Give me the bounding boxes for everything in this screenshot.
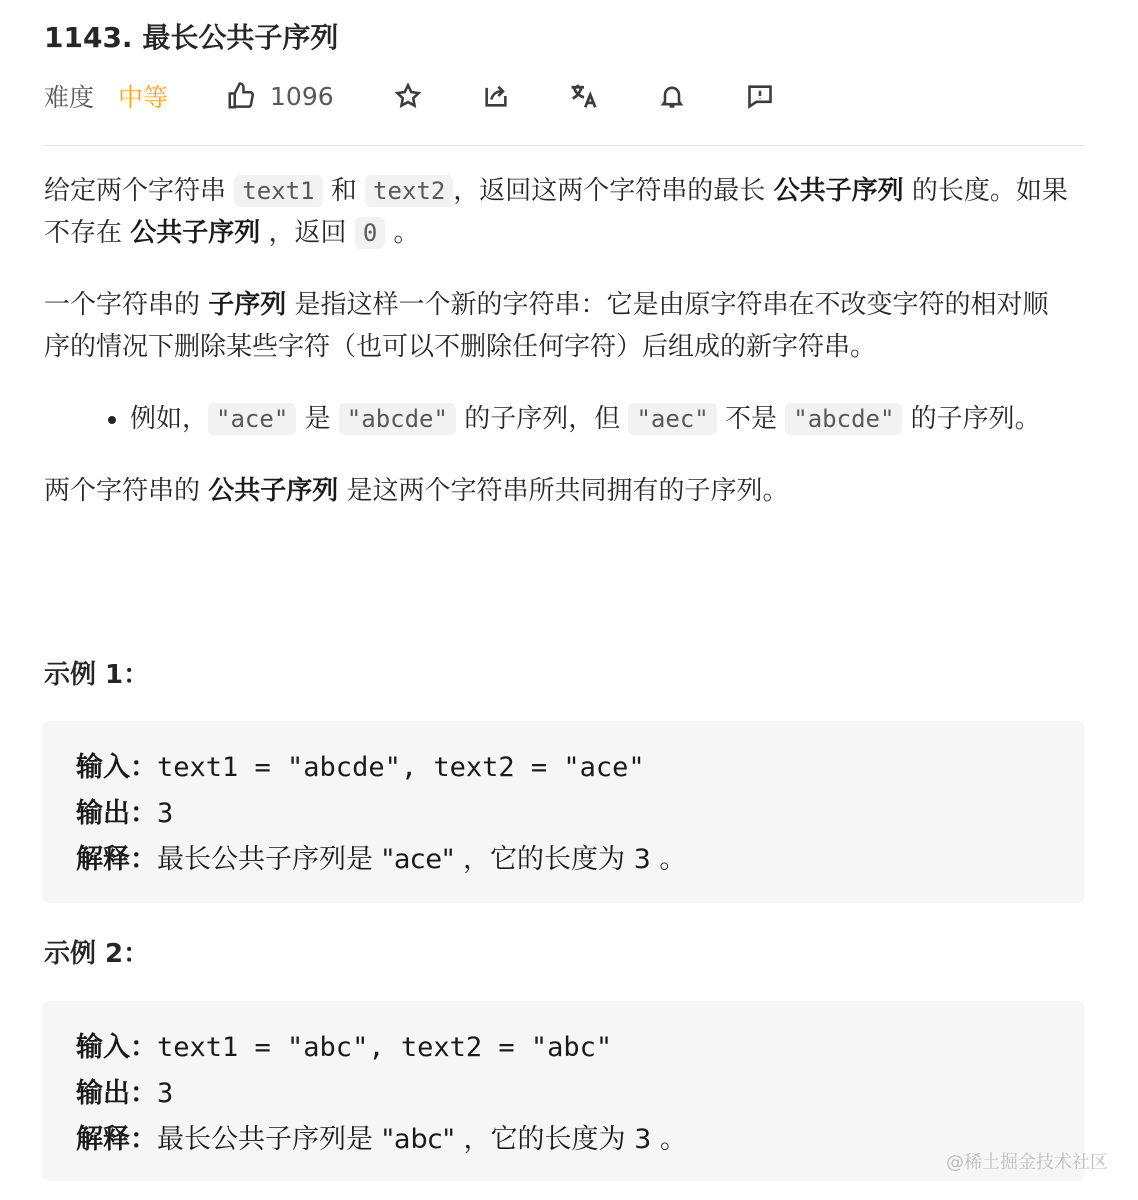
bell-icon bbox=[658, 82, 686, 110]
example-input: 输入：text1 = "abcde", text2 = "ace" bbox=[76, 752, 645, 783]
feedback-icon bbox=[746, 82, 774, 110]
example-box bbox=[42, 721, 1085, 903]
inline-code: 0 bbox=[355, 217, 385, 249]
watermark: @稀土掘金技术社区 bbox=[946, 1152, 1108, 1173]
share-icon bbox=[482, 82, 510, 110]
favorite-button[interactable] bbox=[392, 80, 424, 112]
translate-icon bbox=[569, 81, 599, 111]
difficulty-badge: 中等 bbox=[118, 83, 169, 112]
difficulty-label: 难度 bbox=[44, 83, 95, 112]
problem-description bbox=[44, 170, 1074, 542]
inline-code: "aec" bbox=[628, 403, 716, 435]
divider bbox=[44, 145, 1085, 146]
example-input: 输入：text1 = "abc", text2 = "abc" bbox=[76, 1032, 613, 1063]
example-output: 输出：3 bbox=[76, 1078, 174, 1109]
example-output: 输出：3 bbox=[76, 798, 174, 829]
notification-button[interactable] bbox=[656, 80, 688, 112]
example-explanation: 解释：最长公共子序列是 "ace" ，它的长度为 3 。 bbox=[76, 844, 687, 875]
thumbs-up-icon bbox=[226, 81, 256, 111]
description-paragraph: 给定两个字符串 text1 和 text2 ，返回这两个字符串的最长 公共子序列 的长度。如果不存在 公共子序列 ，返回 0 。 bbox=[44, 176, 1068, 248]
feedback-button[interactable] bbox=[744, 80, 776, 112]
example-explanation: 解释：最长公共子序列是 "abc" ，它的长度为 3 。 bbox=[76, 1124, 687, 1155]
star-icon bbox=[394, 82, 422, 110]
inline-code: "abcde" bbox=[339, 403, 456, 435]
problem-title: 1143. 最长公共子序列 bbox=[44, 21, 339, 54]
like-button[interactable] bbox=[226, 81, 334, 111]
inline-code: text1 bbox=[234, 175, 322, 207]
share-button[interactable] bbox=[480, 80, 512, 112]
example-box bbox=[42, 1001, 1085, 1181]
description-paragraph: 一个字符串的 子序列 是指这样一个新的字符串：它是由原字符串在不改变字符的相对顺序的情况下删除某些字符（也可以不删除任何字符）后组成的新字符串。 bbox=[44, 290, 1049, 362]
example-title: 示例 2： bbox=[44, 939, 150, 969]
list-item: • 例如， "ace" 是 "abcde" 的子序列，但 "aec" 不是 "abcde" 的子序列。 bbox=[130, 398, 1074, 440]
description-paragraph: 两个字符串的 公共子序列 是这两个字符串所共同拥有的子序列。 bbox=[44, 476, 789, 506]
bullet-list bbox=[44, 398, 1074, 440]
like-count: 1096 bbox=[270, 81, 334, 111]
inline-code: text2 bbox=[365, 175, 453, 207]
translate-button[interactable] bbox=[568, 80, 600, 112]
inline-code: "ace" bbox=[208, 403, 296, 435]
inline-code: "abcde" bbox=[785, 403, 902, 435]
example-title: 示例 1： bbox=[44, 660, 150, 690]
problem-meta-bar bbox=[44, 76, 832, 116]
